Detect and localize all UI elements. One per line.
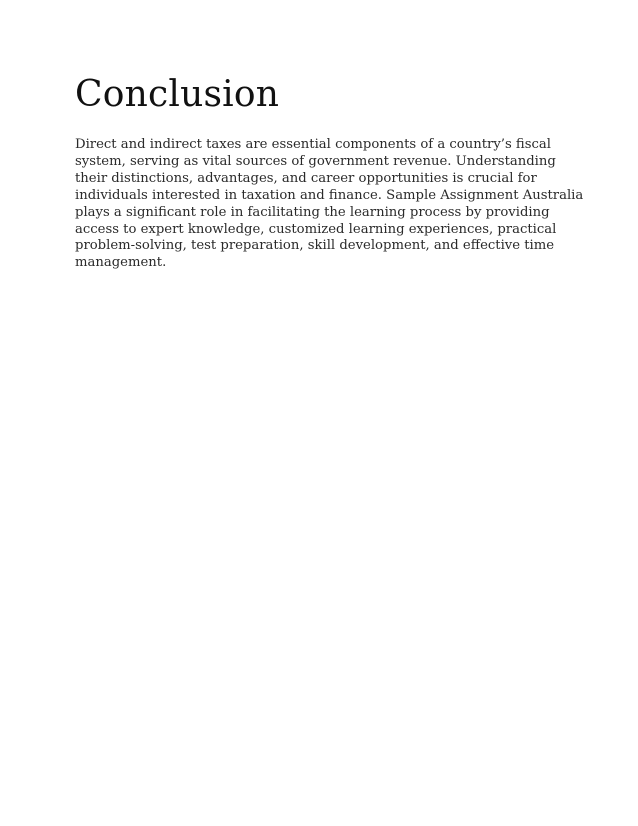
paragraph-line: plays a significant role in facilitating the learning process by providing — [75, 204, 550, 220]
paragraph-line: management. — [75, 255, 167, 271]
paragraph-line: problem-solving, test preparation, skill development, and effective time — [75, 238, 555, 254]
paragraph-line: individuals interested in taxation and finance. Sample Assignment Australia — [75, 187, 584, 203]
section-heading: Conclusion — [75, 74, 280, 115]
paragraph-line: their distinctions, advantages, and career opportunities is crucial for — [75, 170, 537, 186]
paragraph-line: system, serving as vital sources of government revenue. Understanding — [75, 153, 556, 169]
paragraph-line: Direct and indirect taxes are essential components of a country’s fiscal — [75, 137, 551, 152]
paragraph-line: access to expert knowledge, customized learning experiences, practical — [75, 221, 557, 237]
conclusion-paragraph — [75, 137, 584, 272]
